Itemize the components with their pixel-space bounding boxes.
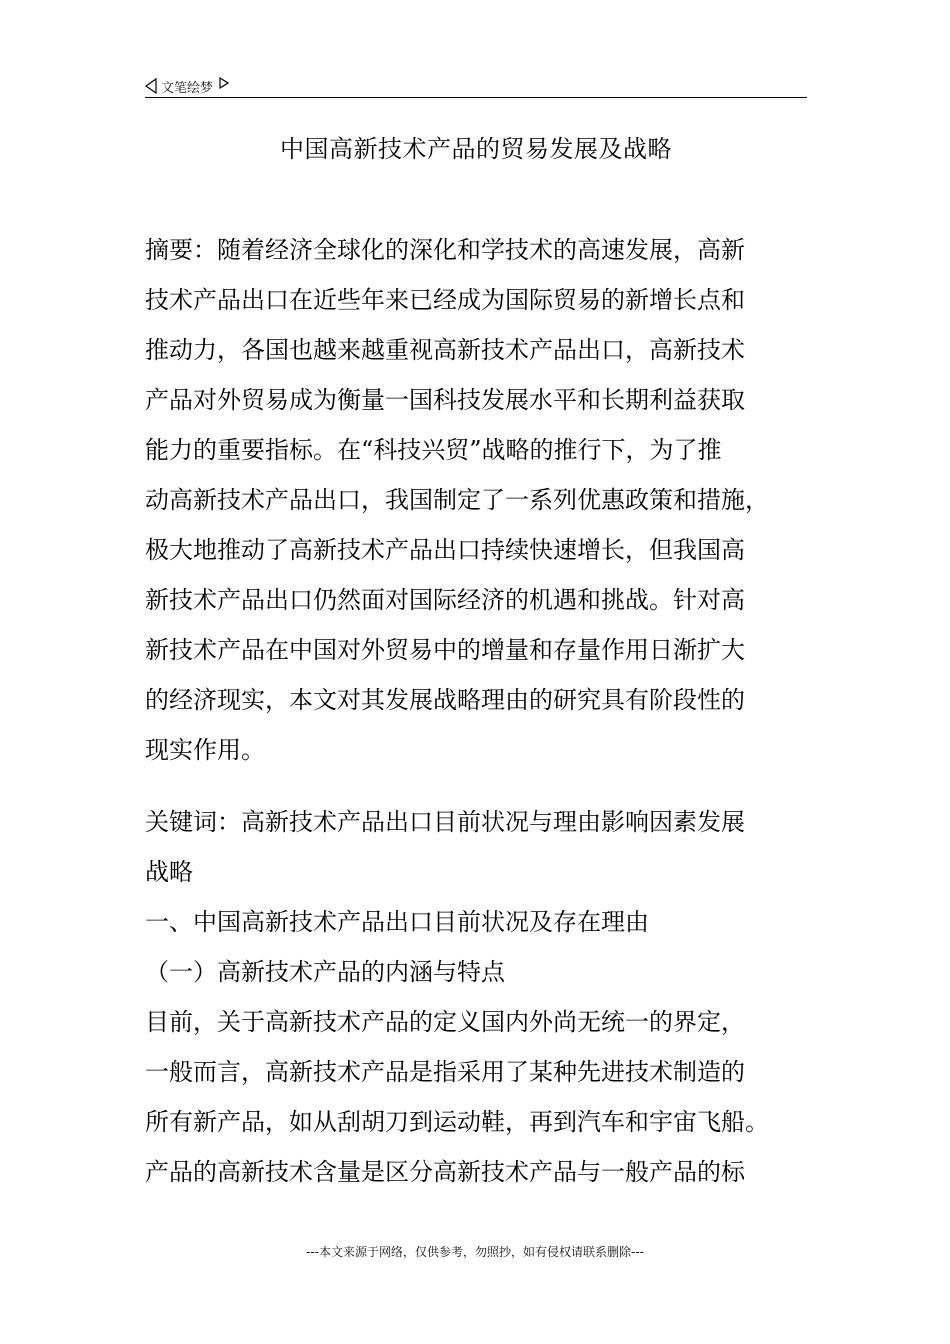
abstract-line: 动高新技术产品出口，我国制定了一系列优惠政策和措施，: [145, 486, 769, 514]
triangle-left-icon: [145, 78, 157, 94]
abstract-line: 新技术产品在中国对外贸易中的增量和存量作用日渐扩大: [145, 636, 745, 664]
abstract-line: 推动力，各国也越来越重视高新技术产品出口，高新技术: [145, 336, 745, 364]
header-divider: [145, 97, 807, 98]
abstract-paragraph: [145, 225, 807, 775]
abstract-line: 技术产品出口在近些年来已经成为国际贸易的新增长点和: [145, 286, 745, 314]
abstract-line: 新技术产品出口仍然面对国际经济的机遇和挑战。针对高: [145, 586, 745, 614]
paragraph-line: 产品的高新技术含量是区分高新技术产品与一般产品的标: [145, 1158, 745, 1186]
paragraph-line: 目前，关于高新技术产品的定义国内外尚无统一的界定，: [145, 1008, 745, 1036]
keywords-line: 关键词：高新技术产品出口目前状况与理由影响因素发展: [145, 808, 745, 836]
section-content: [145, 897, 807, 1197]
abstract-line: 摘要：随着经济全球化的深化和学技术的高速发展，高新: [145, 236, 745, 264]
footer-notice: ---本文来源于网络，仅供参考，勿照抄，如有侵权请联系删除---: [306, 1245, 644, 1259]
paragraph-line: 所有新产品，如从刮胡刀到运动鞋，再到汽车和宇宙飞船。: [145, 1108, 769, 1136]
keywords-paragraph: [145, 797, 807, 897]
abstract-line: 极大地推动了高新技术产品出口持续快速增长，但我国高: [145, 536, 745, 564]
document-title: 中国高新技术产品的贸易发展及战略: [280, 135, 672, 163]
keywords-line: 战略: [145, 858, 193, 886]
paragraph-line: 一般而言，高新技术产品是指采用了某种先进技术制造的: [145, 1058, 745, 1086]
triangle-right-icon: [219, 77, 229, 89]
abstract-line: 现实作用。: [145, 736, 265, 764]
abstract-line: 产品对外贸易成为衡量一国科技发展水平和长期利益获取: [145, 386, 745, 414]
section-heading: 一、中国高新技术产品出口目前状况及存在理由: [145, 908, 649, 936]
page-header: [145, 74, 229, 98]
subsection-heading: （一）高新技术产品的内涵与特点: [145, 958, 505, 986]
header-brand: 文笔绘梦: [161, 80, 214, 96]
abstract-line: 的经济现实，本文对其发展战略理由的研究具有阶段性的: [145, 686, 745, 714]
abstract-line: 能力的重要指标。在“科技兴贸”战略的推行下，为了推: [145, 436, 722, 464]
